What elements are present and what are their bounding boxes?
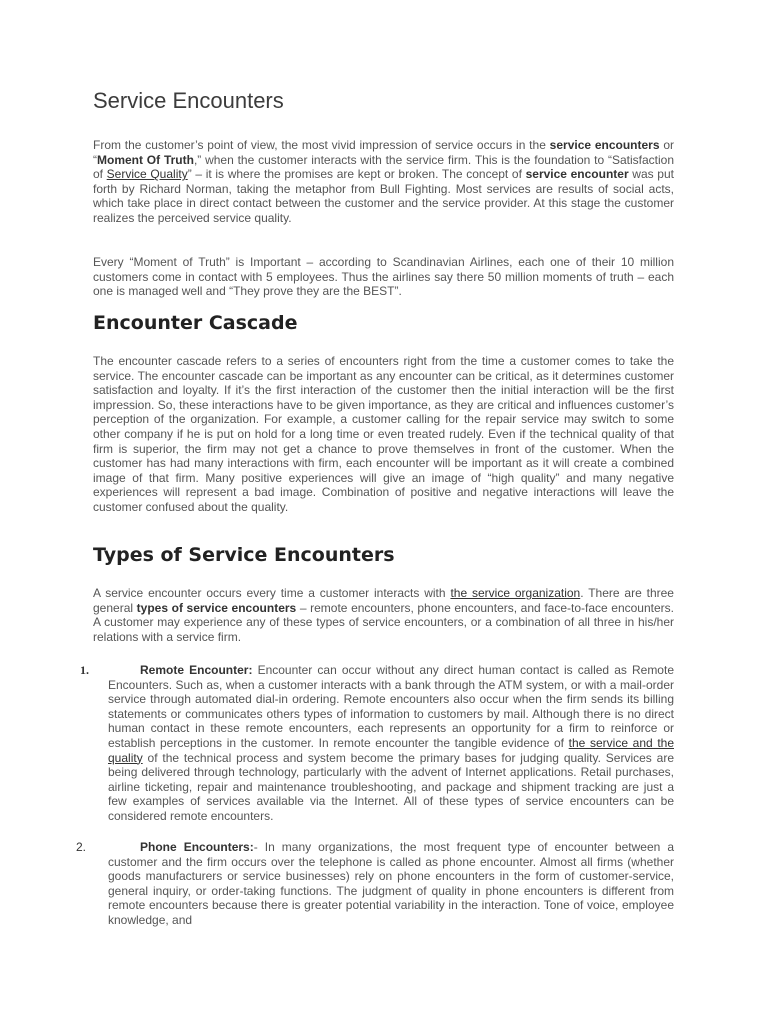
intro-text-1: From the customer’s point of view, the most vivid impression of service occurs in the <box>93 138 550 152</box>
service-organization-link[interactable]: the service organization <box>450 586 581 600</box>
intro-text-5: was put forth by Richard Norman, taking the metaphor from Bull Fighting. Most services are results of social acts, which take place in direct contact between the customer and the service provider. At this stage the customer realizes the perceived service quality. <box>93 167 674 225</box>
intro-paragraph <box>93 138 674 226</box>
types-text-2: . There are three general <box>93 586 674 615</box>
types-paragraph <box>93 586 674 644</box>
list-item-text-2: of the technical process and system become the primary bases for judging quality. Services are being delivered through technology, particularly with the advent of Internet applications. Retail purchases, airline ticketing, repair and maintenance troubleshooting, and package and shipment tracking are just a few examples of services available via the Internet. All of these types of service encounters can be considered remote encounters. <box>108 750 674 823</box>
intro-text-4: ” – it is where the promises are kept or broken. The concept of <box>187 167 526 182</box>
intro-bold-moment-of-truth: Moment Of Truth <box>97 152 194 167</box>
list-number: 2. <box>76 840 87 854</box>
heading-types-of-service-encounters: Types of Service Encounters <box>93 544 395 566</box>
list-item-heading: Remote Encounter: <box>140 663 253 677</box>
heading-encounter-cascade: Encounter Cascade <box>93 312 298 334</box>
service-quality-link[interactable]: Service Quality <box>106 167 188 182</box>
service-and-quality-link[interactable]: the service and the quality <box>108 735 674 765</box>
list-number: 1. <box>80 663 89 677</box>
intro-text-3: ,” when the customer interacts with the service firm. This is the foundation to “Satisfaction of <box>93 152 674 182</box>
moment-of-truth-paragraph: Every “Moment of Truth” is Important – according to Scandinavian Airlines, each one of their 10 million customers come in contact with 5 employees. Thus the airlines say there 50 million moments of truth – each one is managed well and “They prove they are the BEST”. <box>93 255 674 299</box>
list-item-text-1: Encounter can occur without any direct human contact is called as Remote Encounters. Such as, when a customer interacts with a bank through the ATM system, or with a mail-order service through automated dial-in ordering. Remote encounters also occur when the firm sends its billing statements or communicates others types of information to customers by mail. Although there is no direct human contact in these remote encounters, each represents an opportunity for a firm to reinforce or establish perceptions in the customer. In remote encounter the tangible evidence of <box>108 663 674 750</box>
types-text-3: – remote encounters, phone encounters, and face-to-face encounters. A customer may experience any of these types of service encounters, or a combination of all three in his/her relations with a service firm. <box>93 600 674 644</box>
list-item-body <box>108 840 674 928</box>
types-text-1: A service encounter occurs every time a customer interacts with <box>93 586 451 600</box>
list-item-text-1: - In many organizations, the most frequent type of encounter between a customer and the firm occurs over the telephone is called as phone encounter. Almost all firms (whether goods manufacturers or service businesses) rely on phone encounters in the form of customer-service, general inquiry, or order-taking functions. The judgment of quality in phone encounters is different from remote encounters because there is greater potential variability in the interaction. Tone of voice, employee knowledge, and <box>108 840 674 927</box>
list-item-heading: Phone Encounters: <box>140 840 254 854</box>
intro-bold-service-encounters: service encounters <box>549 138 660 152</box>
intro-text-2: or “ <box>93 138 674 167</box>
list-item-body <box>108 663 674 824</box>
types-bold: types of service encounters <box>136 600 297 615</box>
page-title: Service Encounters <box>93 88 284 113</box>
intro-bold-service-encounter: service encounter <box>525 167 629 182</box>
cascade-paragraph: The encounter cascade refers to a series of encounters right from the time a customer comes to take the service. The encounter cascade can be important as any encounter can be critical, as it determines customer satisfaction and loyalty. If it’s the first interaction of the customer then the initial interaction will be the first impression. So, these interactions have to be given importance, as they are critical and influences customer’s perception of the organization. For example, a customer calling for the repair service may switch to some other company if he is put on hold for a long time or even treated rudely. Even if the technical quality of that firm is superior, the firm may not get a chance to prove themselves in front of the customer. When the customer has had many interactions with firm, each encounter will be important as it will create a combined image of that firm. Many positive experiences will give an image of “high quality” and many negative experiences will represent a bad image. Combination of positive and negative interactions will leave the customer confused about the quality. <box>93 354 674 514</box>
